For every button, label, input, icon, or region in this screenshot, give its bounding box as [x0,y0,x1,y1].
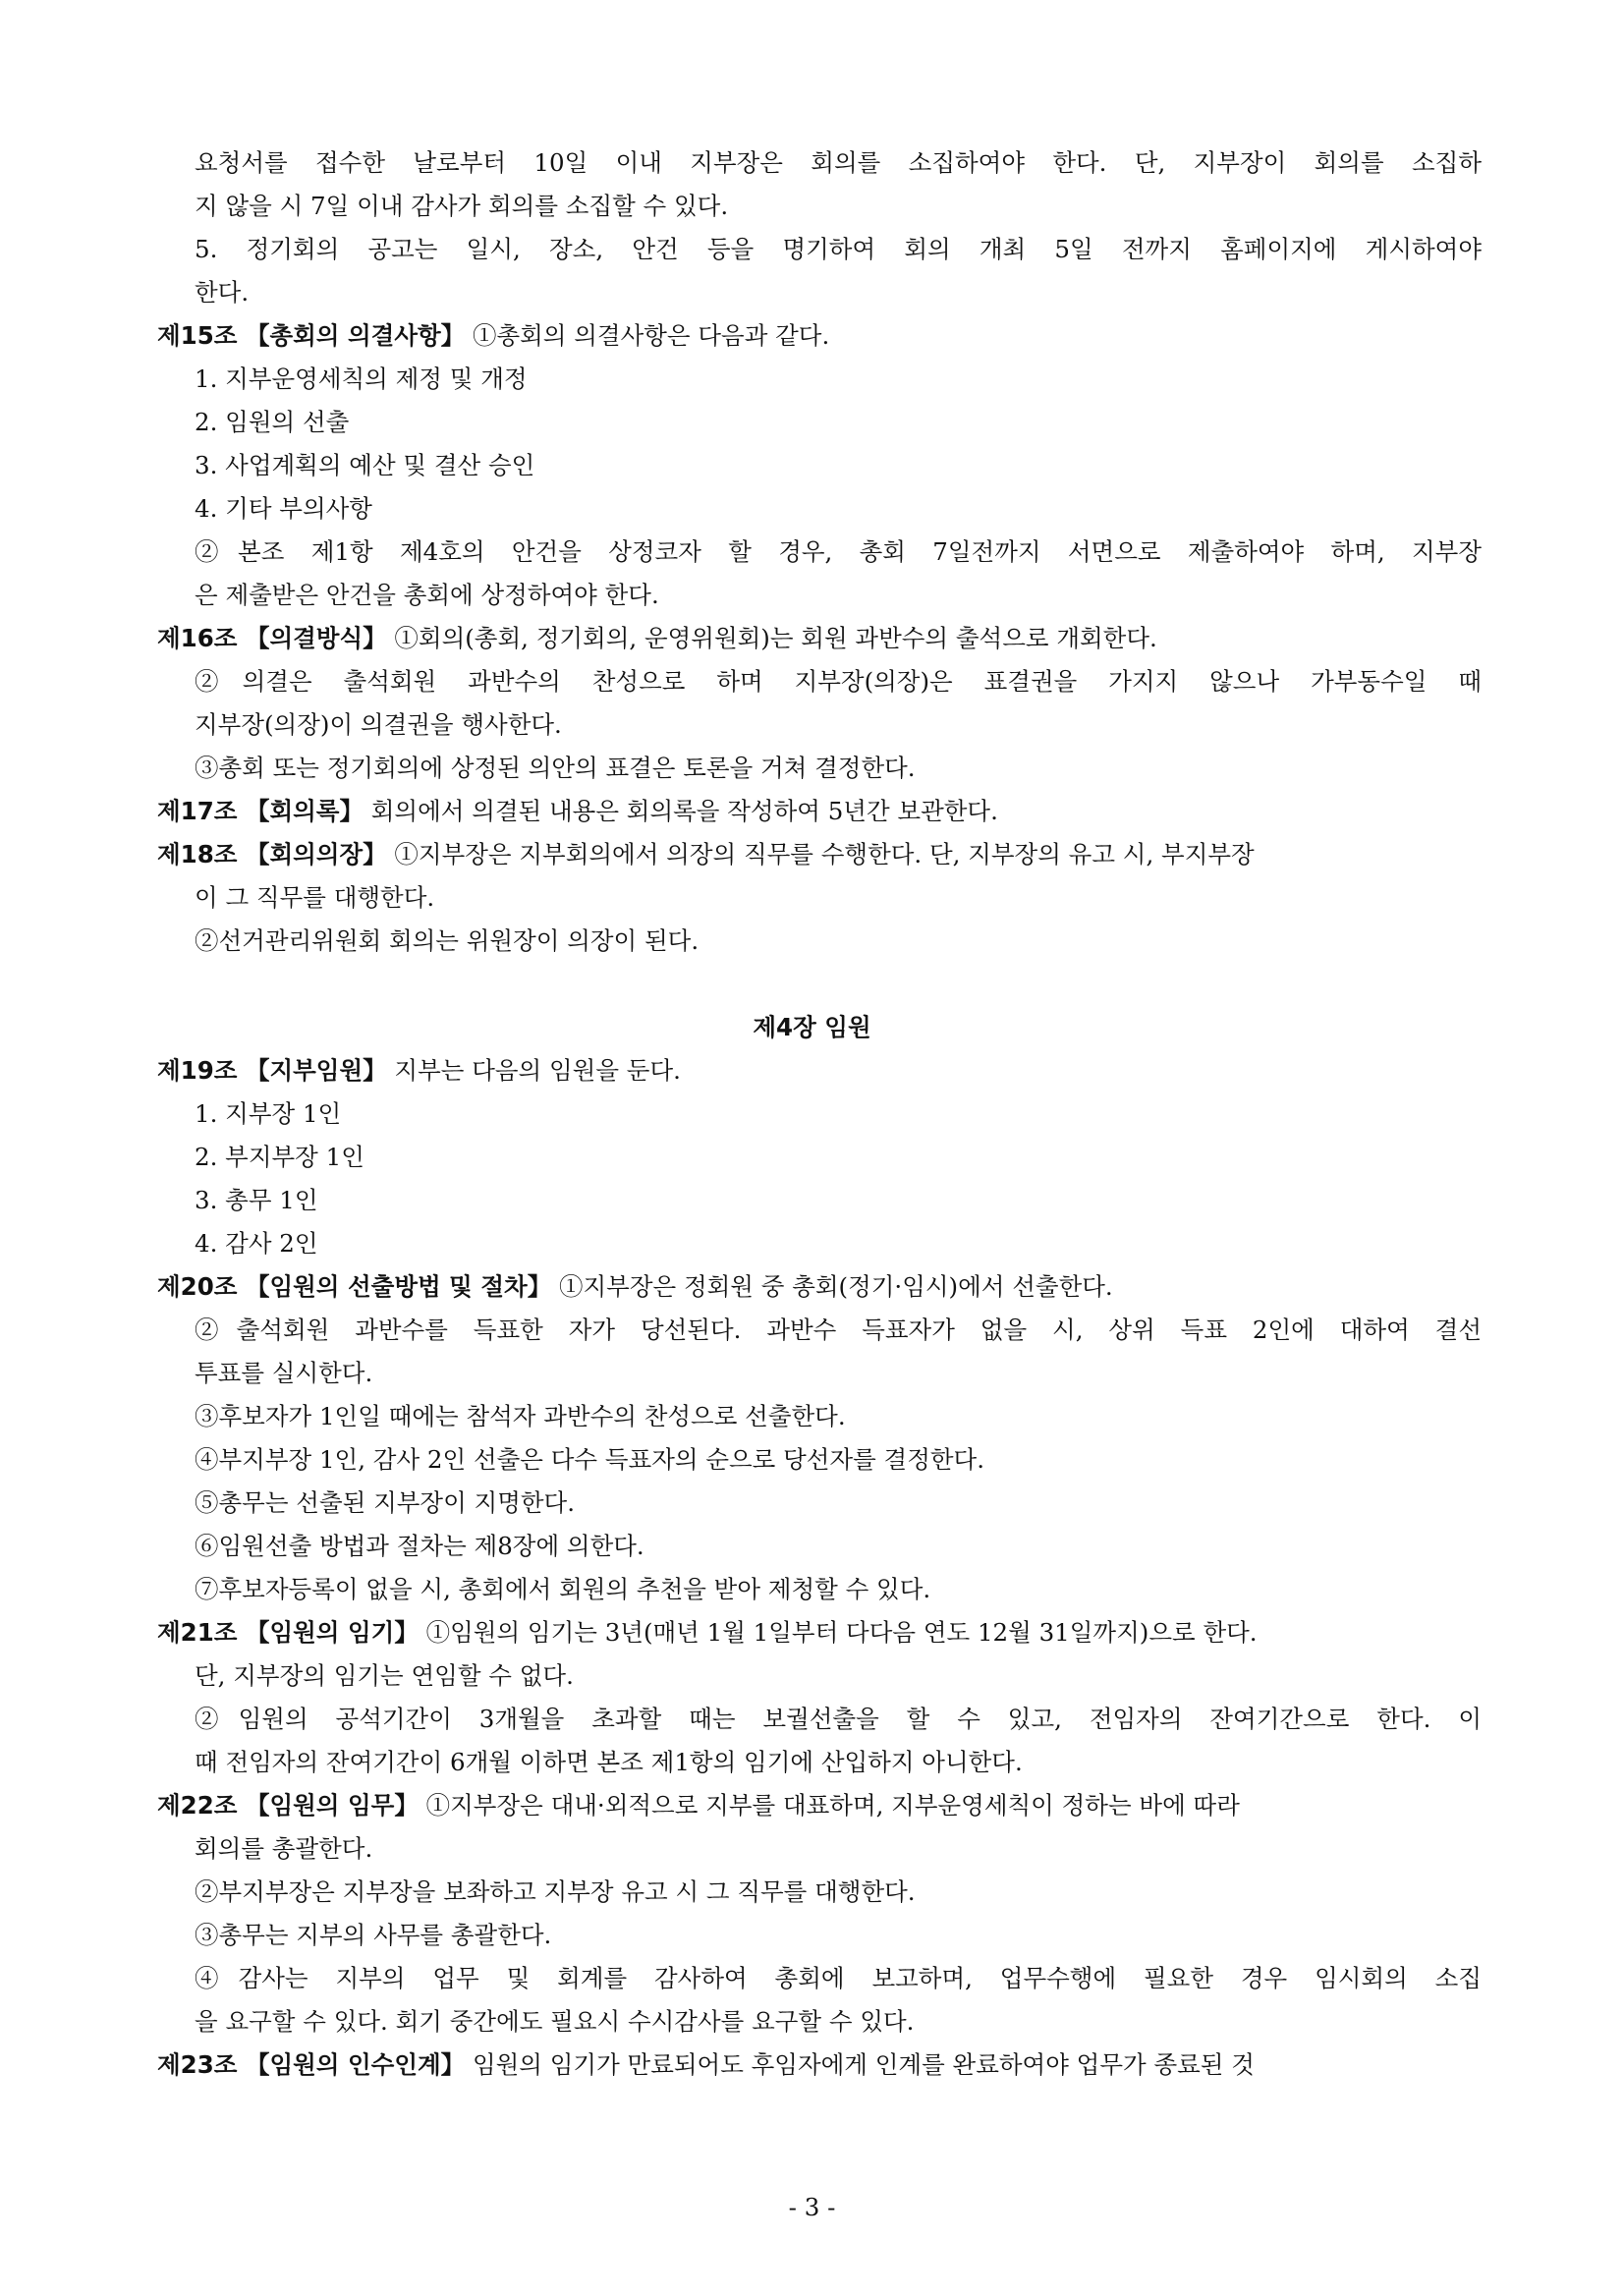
text-line: 5. 정기회의 공고는 일시, 장소, 안건 등을 명기하여 회의 개최 5일 전까지 홈페이지에 게시하여야 [195,235,1482,263]
article-21: 제21조 【임원의 임기】 ①임원의 임기는 3년(매년 1월 1일부터 다다음 연도 12월 31일까지)으로 한다. [157,1618,1258,1647]
text-line: 단, 지부장의 임기는 연임할 수 없다. [195,1661,574,1690]
article-label: 제17조 【회의록】 [157,797,364,825]
page-number: - 3 - [788,2193,836,2221]
article-label: 제16조 【의결방식】 [157,624,387,652]
text-line: ⑥임원선출 방법과 절차는 제8장에 의한다. [195,1532,644,1560]
text-line: ②출석회원 과반수를 득표한 자가 당선된다. 과반수 득표자가 없을 시, 상위 득표 2인에 대하여 결선 [195,1316,1482,1344]
list-item: 4. 감사 2인 [195,1229,318,1258]
list-item: 1. 지부운영세칙의 제정 및 개정 [195,364,528,393]
list-item: 3. 총무 1인 [195,1186,318,1214]
chapter-heading: 제4장 임원 [753,1013,871,1041]
list-item: 1. 지부장 1인 [195,1099,342,1128]
article-label: 제23조 【임원의 인수인계】 [157,2050,466,2079]
article-label: 제18조 【회의의장】 [157,840,387,868]
text-line: 때 전임자의 잔여기간이 6개월 이하면 본조 제1항의 임기에 산입하지 아니한다. [195,1748,1023,1776]
text-line: ④감사는 지부의 업무 및 회계를 감사하여 총회에 보고하며, 업무수행에 필요한 경우 임시회의 소집 [195,1964,1482,1992]
text-line: ③총무는 지부의 사무를 총괄한다. [195,1921,552,1949]
text-line: ⑤총무는 선출된 지부장이 지명한다. [195,1488,575,1517]
article-17: 제17조 【회의록】 회의에서 의결된 내용은 회의록을 작성하여 5년간 보관한다. [157,797,998,825]
text-line: ②부지부장은 지부장을 보좌하고 지부장 유고 시 그 직무를 대행한다. [195,1877,916,1906]
text-line: ⑦후보자등록이 없을 시, 총회에서 회원의 추천을 받아 제청할 수 있다. [195,1575,931,1603]
article-20: 제20조 【임원의 선출방법 및 절차】 ①지부장은 정회원 중 총회(정기·임시)에서 선출한다. [157,1272,1113,1301]
article-19: 제19조 【지부임원】 지부는 다음의 임원을 둔다. [157,1056,681,1085]
article-label: 제22조 【임원의 임무】 [157,1791,419,1820]
text-line: ④부지부장 1인, 감사 2인 선출은 다수 득표자의 순으로 당선자를 결정한다. [195,1445,985,1474]
article-label: 제21조 【임원의 임기】 [157,1618,419,1647]
list-item: 3. 사업계획의 예산 및 결산 승인 [195,451,535,479]
text-line: ③후보자가 1인일 때에는 참석자 과반수의 찬성으로 선출한다. [195,1402,846,1430]
text-line: ③총회 또는 정기회의에 상정된 의안의 표결은 토론을 거쳐 결정한다. [195,754,916,782]
text-line: 요청서를 접수한 날로부터 10일 이내 지부장은 회의를 소집하여야 한다. 단, 지부장이 회의를 소집하 [195,148,1482,177]
article-label: 제20조 【임원의 선출방법 및 절차】 [157,1272,552,1301]
text-line: 한다. [195,278,250,307]
article-label: 제19조 【지부임원】 [157,1056,387,1085]
text-line: 은 제출받은 안건을 총회에 상정하여야 한다. [195,581,659,609]
text-line: ②본조 제1항 제4호의 안건을 상정코자 할 경우, 총회 7일전까지 서면으로 제출하여야 하며, 지부장 [195,537,1482,566]
list-item: 4. 기타 부의사항 [195,494,372,523]
text-line: 지 않을 시 7일 이내 감사가 회의를 소집할 수 있다. [195,192,729,220]
article-15: 제15조 【총회의 의결사항】 ①총회의 의결사항은 다음과 같다. [157,321,830,350]
article-22: 제22조 【임원의 임무】 ①지부장은 대내·외적으로 지부를 대표하며, 지부운영세칙이 정하는 바에 따라 [157,1791,1240,1820]
article-label: 제15조 【총회의 의결사항】 [157,321,466,350]
list-item: 2. 임원의 선출 [195,408,350,436]
text-line: 이 그 직무를 대행한다. [195,883,435,912]
article-18: 제18조 【회의의장】 ①지부장은 지부회의에서 의장의 직무를 수행한다. 단, 지부장의 유고 시, 부지부장 [157,840,1255,868]
text-line: ②의결은 출석회원 과반수의 찬성으로 하며 지부장(의장)은 표결권을 가지지 않으나 가부동수일 때 [195,667,1482,696]
text-line: ②임원의 공석기간이 3개월을 초과할 때는 보궐선출을 할 수 있고, 전임자의 잔여기간으로 한다. 이 [195,1705,1482,1733]
text-line: 회의를 총괄한다. [195,1834,373,1863]
text-line: ②선거관리위원회 회의는 위원장이 의장이 된다. [195,926,700,955]
text-line: 지부장(의장)이 의결권을 행사한다. [195,710,562,739]
text-line: 을 요구할 수 있다. 회기 중간에도 필요시 수시감사를 요구할 수 있다. [195,2007,915,2036]
article-23: 제23조 【임원의 인수인계】 임원의 임기가 만료되어도 후임자에게 인계를 완료하여야 업무가 종료된 것 [157,2050,1255,2079]
article-16: 제16조 【의결방식】 ①회의(총회, 정기회의, 운영위원회)는 회원 과반수의 출석으로 개회한다. [157,624,1157,652]
list-item: 2. 부지부장 1인 [195,1143,364,1171]
text-line: 투표를 실시한다. [195,1359,373,1387]
